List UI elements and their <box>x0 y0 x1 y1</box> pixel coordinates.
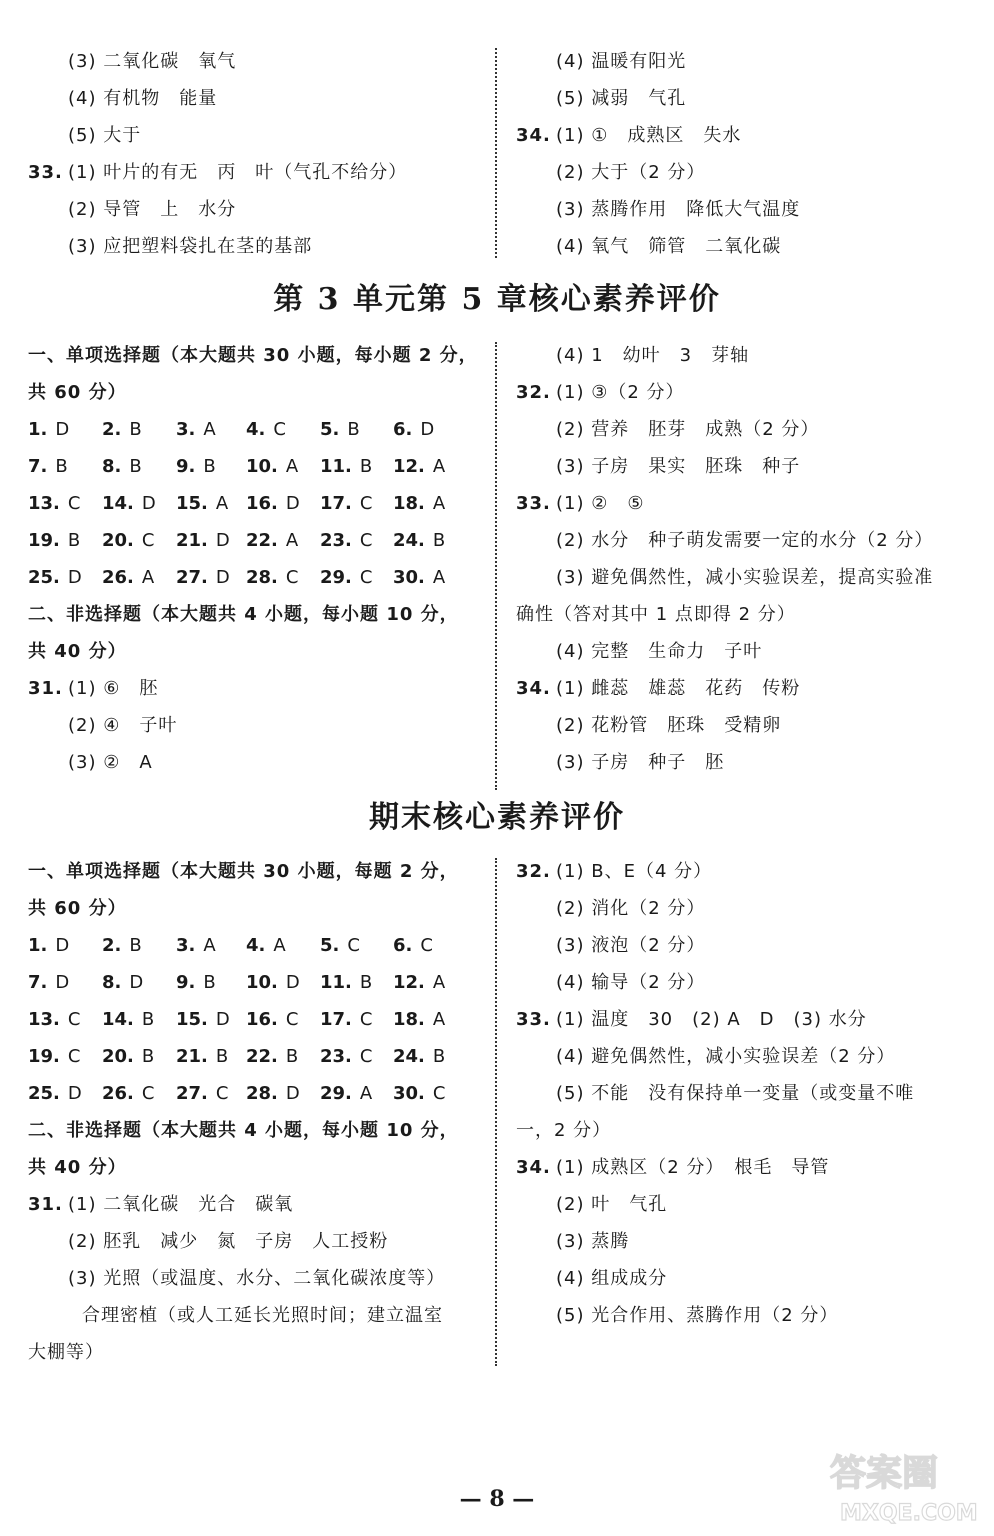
mc-choice: D <box>67 567 82 588</box>
mc-choice: B <box>141 1046 155 1067</box>
question-number: 31. <box>28 1194 63 1215</box>
mc-choice: A <box>359 1083 373 1104</box>
mc-number: 1. <box>28 419 48 440</box>
mc-answer <box>246 1008 298 1032</box>
answer-text: (1) 二氧化碳 光合 碳氧 <box>68 1194 294 1215</box>
mc-choice: B <box>129 456 142 477</box>
mc-number: 23. <box>320 530 352 551</box>
mc-choice: D <box>55 972 70 993</box>
mc-answer <box>320 934 360 958</box>
mc-choice: A <box>432 567 446 588</box>
mc-choice: C <box>141 1083 155 1104</box>
mc-choice: B <box>129 935 142 956</box>
mc-choice: B <box>432 1046 446 1067</box>
mc-answer <box>102 1045 154 1069</box>
mc-answer <box>102 418 142 442</box>
mc-number: 17. <box>320 1009 352 1030</box>
mc-number: 13. <box>28 493 60 514</box>
answer-line: (4) 输导（2 分） <box>556 972 706 993</box>
mc-number: 20. <box>102 530 134 551</box>
mc-number: 27. <box>176 1083 208 1104</box>
mc-choice: B <box>67 530 81 551</box>
section-title: 期末核心素养评价 <box>369 800 625 835</box>
mc-number: 4. <box>246 935 266 956</box>
mc-answer <box>320 1082 372 1106</box>
mc-choice: A <box>215 493 229 514</box>
question-number: 33. <box>516 493 551 514</box>
answer-line: (3) 二氧化碳 氧气 <box>68 51 237 72</box>
mc-choice: D <box>67 1083 82 1104</box>
mc-answer <box>393 455 445 479</box>
mc-answer <box>176 1045 228 1069</box>
mc-number: 14. <box>102 493 134 514</box>
mc-header: 一、单项选择题（本大题共 30 小题，每小题 2 分， <box>28 345 478 366</box>
mc-answer <box>28 971 69 995</box>
mc-number: 15. <box>176 493 208 514</box>
answer-text: (1) ① 成熟区 失水 <box>556 125 742 146</box>
mc-choice: C <box>285 1009 299 1030</box>
answer-line: 合理密植（或人工延长光照时间；建立温室 <box>82 1305 443 1326</box>
mc-answer <box>102 529 154 553</box>
mc-answer <box>28 1008 80 1032</box>
svg-text:答案圈: 答案圈 <box>830 1453 939 1494</box>
answer-line: (3) 蒸腾作用 降低大气温度 <box>556 199 801 220</box>
answer-text: (1) ③（2 分） <box>556 382 685 403</box>
answer-line <box>516 1156 829 1180</box>
nmc-header: 二、非选择题（本大题共 4 小题，每小题 10 分， <box>28 604 459 625</box>
mc-choice: C <box>432 1083 446 1104</box>
mc-answer <box>102 1008 154 1032</box>
answer-line: (4) 完整 生命力 子叶 <box>556 641 763 662</box>
mc-number: 27. <box>176 567 208 588</box>
mc-number: 24. <box>393 530 425 551</box>
mc-choice: A <box>203 419 216 440</box>
answer-line: (5) 不能 没有保持单一变量（或变量不唯 <box>556 1083 915 1104</box>
mc-choice: A <box>432 1009 446 1030</box>
answer-line: (2) ④ 子叶 <box>68 715 178 736</box>
mc-number: 18. <box>393 493 425 514</box>
mc-header: 一、单项选择题（本大题共 30 小题，每题 2 分， <box>28 861 459 882</box>
mc-choice: B <box>203 456 216 477</box>
answer-line: (4) 避免偶然性，减小实验误差（2 分） <box>556 1046 896 1067</box>
nmc-header: 共 40 分） <box>28 1157 127 1178</box>
answer-line: (5) 光合作用、蒸腾作用（2 分） <box>556 1305 839 1326</box>
answer-text: (1) 成熟区（2 分） 根毛 导管 <box>556 1157 830 1178</box>
mc-number: 12. <box>393 972 425 993</box>
mc-answer <box>28 1045 80 1069</box>
mc-choice: D <box>285 972 300 993</box>
mc-choice: C <box>359 1009 373 1030</box>
answer-text: (1) ⑥ 胚 <box>68 678 159 699</box>
mc-choice: C <box>141 530 155 551</box>
answer-line <box>516 677 800 701</box>
mc-answer <box>176 529 230 553</box>
mc-answer <box>320 529 372 553</box>
answer-line: (2) 胚乳 减少 氮 子房 人工授粉 <box>68 1231 389 1252</box>
mc-answer <box>102 934 142 958</box>
answer-line <box>516 381 685 405</box>
mc-number: 4. <box>246 419 266 440</box>
mc-number: 8. <box>102 972 122 993</box>
mc-number: 15. <box>176 1009 208 1030</box>
column-divider <box>495 858 497 1366</box>
answer-text: (1) 雌蕊 雄蕊 花药 传粉 <box>556 678 801 699</box>
mc-choice: D <box>285 1083 300 1104</box>
answer-line: (4) 1 幼叶 3 芽轴 <box>556 345 750 366</box>
column-divider <box>495 342 497 790</box>
mc-number: 16. <box>246 1009 278 1030</box>
mc-number: 29. <box>320 567 352 588</box>
answer-line: (3) 子房 种子 胚 <box>556 752 725 773</box>
answer-line: (3) ② A <box>68 752 153 773</box>
mc-choice: C <box>285 567 299 588</box>
watermark-logo <box>820 1440 980 1530</box>
mc-choice: C <box>67 1009 81 1030</box>
answer-line <box>516 124 741 148</box>
mc-choice: A <box>285 530 299 551</box>
mc-answer <box>393 1045 445 1069</box>
answer-line: (2) 叶 气孔 <box>556 1194 668 1215</box>
mc-number: 23. <box>320 1046 352 1067</box>
mc-choice: C <box>420 935 433 956</box>
mc-answer <box>246 529 298 553</box>
question-number: 31. <box>28 678 63 699</box>
mc-answer <box>393 418 434 442</box>
mc-choice: B <box>285 1046 299 1067</box>
mc-number: 24. <box>393 1046 425 1067</box>
mc-choice: D <box>215 1009 230 1030</box>
mc-choice: D <box>285 493 300 514</box>
mc-number: 28. <box>246 567 278 588</box>
mc-choice: B <box>359 972 373 993</box>
question-number: 32. <box>516 382 551 403</box>
mc-answer <box>393 971 445 995</box>
mc-choice: A <box>432 493 446 514</box>
mc-answer <box>176 1008 230 1032</box>
mc-number: 18. <box>393 1009 425 1030</box>
answer-text: (1) B、E（4 分） <box>556 861 713 882</box>
mc-number: 16. <box>246 493 278 514</box>
mc-answer <box>246 1045 298 1069</box>
mc-choice: D <box>215 530 230 551</box>
answer-line: 一，2 分） <box>516 1120 612 1141</box>
mc-choice: C <box>215 1083 229 1104</box>
answer-line <box>28 1193 293 1217</box>
mc-answer <box>102 566 154 590</box>
mc-number: 19. <box>28 530 60 551</box>
mc-choice: B <box>129 419 142 440</box>
mc-answer <box>393 934 433 958</box>
mc-number: 25. <box>28 1083 60 1104</box>
mc-number: 30. <box>393 1083 425 1104</box>
mc-answer <box>393 1082 445 1106</box>
mc-answer <box>393 529 445 553</box>
mc-number: 3. <box>176 419 196 440</box>
question-number: 34. <box>516 125 551 146</box>
mc-answer <box>320 1008 372 1032</box>
mc-number: 2. <box>102 419 122 440</box>
mc-answer <box>393 492 445 516</box>
mc-choice: C <box>347 935 360 956</box>
mc-choice: C <box>273 419 286 440</box>
mc-answer <box>28 529 80 553</box>
mc-choice: B <box>203 972 216 993</box>
mc-choice: A <box>273 935 286 956</box>
mc-answer <box>28 455 68 479</box>
mc-answer <box>28 566 82 590</box>
mc-answer <box>176 566 230 590</box>
mc-choice: C <box>359 530 373 551</box>
mc-number: 13. <box>28 1009 60 1030</box>
answer-line: (4) 氧气 筛管 二氧化碳 <box>556 236 782 257</box>
answer-line: (5) 大于 <box>68 125 142 146</box>
mc-number: 9. <box>176 456 196 477</box>
answer-line: (2) 营养 胚芽 成熟（2 分） <box>556 419 820 440</box>
answer-line: (5) 减弱 气孔 <box>556 88 687 109</box>
question-number: 34. <box>516 678 551 699</box>
mc-number: 7. <box>28 456 48 477</box>
mc-answer <box>393 1008 445 1032</box>
mc-number: 2. <box>102 935 122 956</box>
mc-choice: B <box>432 530 446 551</box>
mc-answer <box>320 971 372 995</box>
page-number: — 8 — <box>459 1486 535 1512</box>
mc-answer <box>102 492 156 516</box>
mc-number: 30. <box>393 567 425 588</box>
question-number: 32. <box>516 861 551 882</box>
mc-number: 29. <box>320 1083 352 1104</box>
mc-answer <box>320 418 360 442</box>
mc-number: 10. <box>246 972 278 993</box>
mc-choice: D <box>55 419 70 440</box>
mc-number: 22. <box>246 530 278 551</box>
mc-answer <box>246 418 286 442</box>
mc-choice: A <box>432 456 446 477</box>
mc-answer <box>246 566 298 590</box>
mc-choice: C <box>67 493 81 514</box>
mc-answer <box>320 566 372 590</box>
nmc-header: 共 40 分） <box>28 641 127 662</box>
answer-line: (3) 子房 果实 胚珠 种子 <box>556 456 801 477</box>
svg-text:MXQE.COM: MXQE.COM <box>840 1501 978 1526</box>
mc-number: 26. <box>102 567 134 588</box>
mc-number: 7. <box>28 972 48 993</box>
mc-number: 25. <box>28 567 60 588</box>
answer-line <box>516 492 645 516</box>
mc-number: 20. <box>102 1046 134 1067</box>
mc-number: 10. <box>246 456 278 477</box>
answer-line: 大棚等） <box>28 1342 104 1363</box>
mc-answer <box>246 455 298 479</box>
mc-number: 5. <box>320 419 340 440</box>
answer-text: (1) 叶片的有无 丙 叶（气孔不给分） <box>68 162 408 183</box>
mc-number: 22. <box>246 1046 278 1067</box>
question-number: 34. <box>516 1157 551 1178</box>
mc-choice: B <box>141 1009 155 1030</box>
mc-choice: B <box>55 456 68 477</box>
mc-choice: A <box>285 456 299 477</box>
answer-line <box>516 1008 867 1032</box>
question-number: 33. <box>28 162 63 183</box>
mc-answer <box>176 418 216 442</box>
mc-choice: C <box>67 1046 81 1067</box>
mc-choice: D <box>215 567 230 588</box>
mc-choice: D <box>55 935 70 956</box>
answer-text: (1) ② ⑤ <box>556 493 645 514</box>
mc-choice: C <box>359 1046 373 1067</box>
mc-choice: A <box>141 567 155 588</box>
mc-number: 21. <box>176 1046 208 1067</box>
answer-line: 确性（答对其中 1 点即得 2 分） <box>516 604 796 625</box>
mc-answer <box>28 934 69 958</box>
mc-header: 共 60 分） <box>28 382 127 403</box>
mc-number: 14. <box>102 1009 134 1030</box>
mc-choice: A <box>432 972 446 993</box>
mc-number: 26. <box>102 1083 134 1104</box>
mc-number: 8. <box>102 456 122 477</box>
mc-choice: D <box>129 972 144 993</box>
mc-answer <box>102 455 142 479</box>
mc-answer <box>246 492 300 516</box>
mc-number: 6. <box>393 419 413 440</box>
mc-choice: A <box>203 935 216 956</box>
answer-line: (3) 光照（或温度、水分、二氧化碳浓度等） <box>68 1268 446 1289</box>
mc-number: 11. <box>320 972 352 993</box>
mc-answer <box>320 1045 372 1069</box>
mc-answer <box>28 418 69 442</box>
mc-choice: C <box>359 567 373 588</box>
mc-number: 17. <box>320 493 352 514</box>
mc-answer <box>28 1082 82 1106</box>
mc-answer <box>320 455 372 479</box>
mc-answer <box>176 455 216 479</box>
answer-text: (1) 温度 30 (2) A D (3) 水分 <box>556 1009 867 1030</box>
mc-choice: B <box>359 456 373 477</box>
answer-line: (3) 蒸腾 <box>556 1231 630 1252</box>
mc-answer <box>28 492 80 516</box>
mc-number: 9. <box>176 972 196 993</box>
answer-line: (2) 消化（2 分） <box>556 898 706 919</box>
answer-line <box>28 677 158 701</box>
mc-answer <box>176 971 216 995</box>
mc-choice: B <box>347 419 360 440</box>
mc-number: 3. <box>176 935 196 956</box>
answer-line: (3) 应把塑料袋扎在茎的基部 <box>68 236 313 257</box>
mc-answer <box>176 492 228 516</box>
mc-answer <box>246 1082 300 1106</box>
answer-line <box>28 161 407 185</box>
nmc-header: 二、非选择题（本大题共 4 小题，每小题 10 分， <box>28 1120 459 1141</box>
answer-line: (3) 避免偶然性，减小实验误差，提高实验准 <box>556 567 934 588</box>
mc-answer <box>176 1082 228 1106</box>
mc-answer <box>102 971 143 995</box>
mc-header: 共 60 分） <box>28 898 127 919</box>
mc-number: 28. <box>246 1083 278 1104</box>
section-title: 第 3 单元第 5 章核心素养评价 <box>273 282 721 317</box>
mc-number: 1. <box>28 935 48 956</box>
mc-number: 12. <box>393 456 425 477</box>
mc-choice: C <box>359 493 373 514</box>
mc-answer <box>246 934 286 958</box>
mc-answer <box>246 971 300 995</box>
mc-answer <box>320 492 372 516</box>
mc-answer <box>102 1082 154 1106</box>
mc-number: 5. <box>320 935 340 956</box>
answer-line: (4) 温暖有阳光 <box>556 51 687 72</box>
answer-line: (3) 液泡（2 分） <box>556 935 706 956</box>
answer-line: (4) 有机物 能量 <box>68 88 218 109</box>
answer-line: (2) 导管 上 水分 <box>68 199 237 220</box>
answer-line <box>516 860 712 884</box>
answer-line: (2) 大于（2 分） <box>556 162 706 183</box>
column-divider <box>495 48 497 258</box>
mc-choice: D <box>141 493 156 514</box>
mc-choice: D <box>420 419 435 440</box>
answer-line: (2) 花粉管 胚珠 受精卵 <box>556 715 782 736</box>
mc-number: 21. <box>176 530 208 551</box>
answer-line: (4) 组成成分 <box>556 1268 668 1289</box>
mc-number: 11. <box>320 456 352 477</box>
mc-number: 6. <box>393 935 413 956</box>
mc-number: 19. <box>28 1046 60 1067</box>
mc-answer <box>393 566 445 590</box>
answer-line: (2) 水分 种子萌发需要一定的水分（2 分） <box>556 530 934 551</box>
question-number: 33. <box>516 1009 551 1030</box>
mc-answer <box>176 934 216 958</box>
mc-choice: B <box>215 1046 229 1067</box>
